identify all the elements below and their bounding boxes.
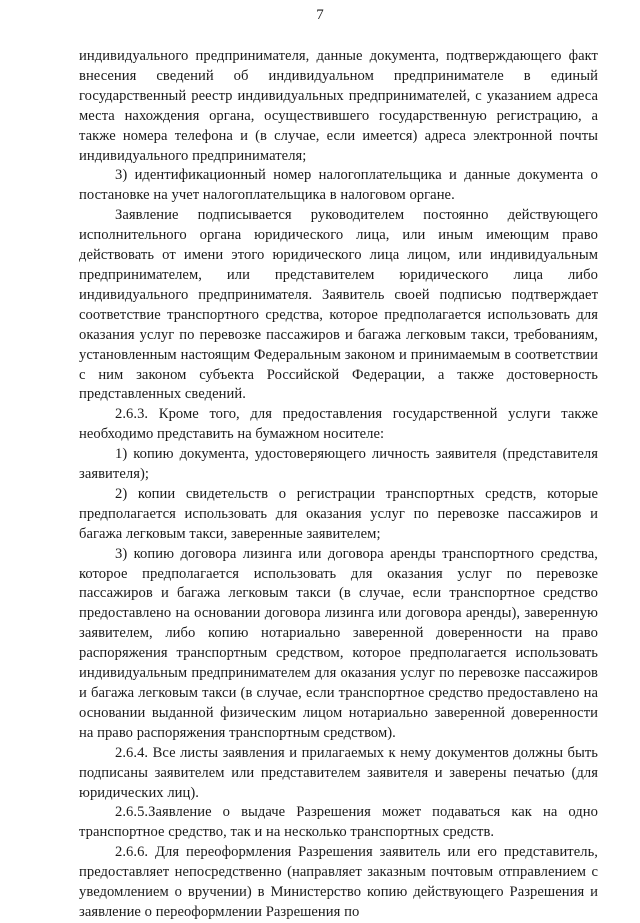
paragraph-2-6-5: 2.6.5.Заявление о выдаче Разрешения может подаваться как на одно транспортное средство, так и на несколько транспортных средств. [79, 804, 598, 841]
paragraph-item-1-identity: 1) копию документа, удостоверяющего личность заявителя (представителя заявителя); [79, 446, 598, 483]
paragraph-2-6-3: 2.6.3. Кроме того, для предоставления государственной услуги также необходимо представить на бумажном носителе: [79, 406, 598, 443]
page-number: 7 [316, 7, 324, 23]
paragraph-ip-details: индивидуального предпринимателя, данные документа, подтверждающего факт внесения сведений об индивидуальном предпринимателе в единый государственный реестр индивидуальных предпринимателей, с указанием адреса места нахождения органа, осуществившего государственную регистрацию, а также номера телефона и (в случае, если имеется) адреса электронной почты индивидуального предпринимателя; [79, 48, 598, 164]
paragraph-item-2-registration: 2) копии свидетельств о регистрации транспортных средств, которые предполагается использовать для оказания услуг по перевозке пассажиров и багажа легковым такси, заверенные заявителем; [79, 485, 598, 542]
paragraph-item-3-inn: 3) идентификационный номер налогоплательщика и данные документа о постановке на учет налогоплательщика в налоговом органе. [79, 167, 598, 204]
document-body [79, 47, 598, 923]
paragraph-item-3-leasing: 3) копию договора лизинга или договора аренды транспортного средства, которое предполагается использовать для оказания услуг по перевозке пассажиров и багажа легковым такси (в случае, если транспортное средство предоставлено на основании договора лизинга или договора аренды), заверенную заявителем, либо копию нотариально заверенной доверенности на право распоряжения транспортным средством, которое предполагается использовать индивидуальным предпринимателем для оказания услуг по перевозке пассажиров и багажа легковым такси (в случае, если транспортное средство предоставлено на основании выданной физическим лицом нотариально заверенной доверенности на право распоряжения транспортным средством). [79, 545, 598, 741]
paragraph-signature: Заявление подписывается руководителем постоянно действующего исполнительного органа юридического лица, или иным имеющим право действовать от имени этого юридического лица лицом, или индивидуальным предпринимателем, или представителем юридического лица либо индивидуального предпринимателя. Заявитель своей подписью подтверждает соответствие транспортного средства, которое предполагается использовать для оказания услуг по перевозке пассажиров и багажа легковым такси, требованиям, установленным настоящим Федеральным законом и принимаемым в соответствии с ним законом субъекта Российской Федерации, а также достоверность представленных сведений. [79, 207, 598, 403]
paragraph-2-6-4: 2.6.4. Все листы заявления и прилагаемых к нему документов должны быть подписаны заявителем или представителем заявителя и заверены печатью (для юридических лиц). [79, 744, 598, 801]
paragraph-2-6-6: 2.6.6. Для переоформления Разрешения заявитель или его представитель, предоставляет непосредственно (направляет заказным почтовым отправлением с уведомлением о вручении) в Министерство копию действующего Разрешения и заявление о переоформлении Разрешения по [79, 844, 598, 920]
